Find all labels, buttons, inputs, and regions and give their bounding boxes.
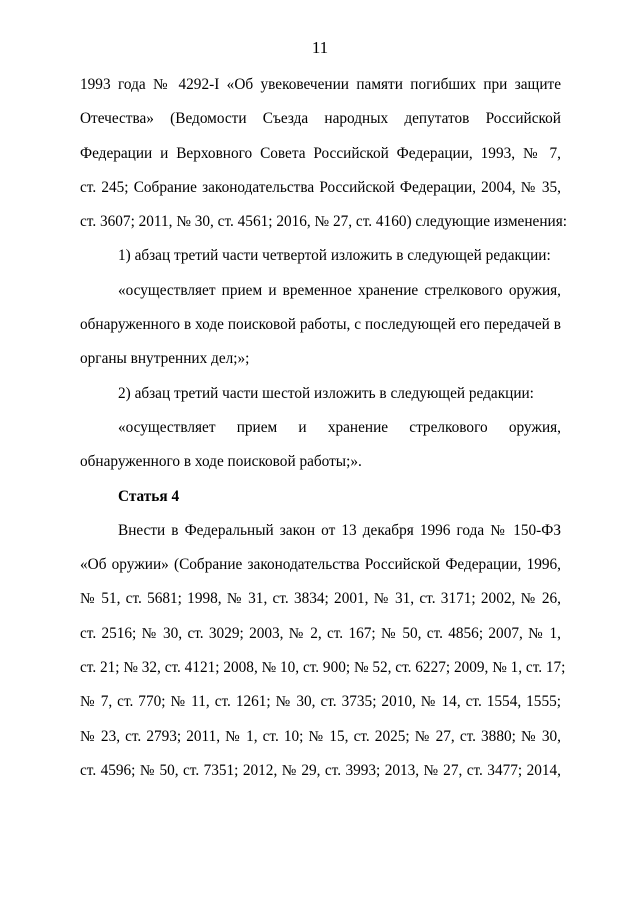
text-line: Федерации и Верховного Совета Российской Федерации, 1993, № 7, [80, 144, 561, 162]
text-line: ст. 4596; № 50, ст. 7351; 2012, № 29, ст. 3993; 2013, № 27, ст. 3477; 2014, [80, 761, 561, 779]
text-line: 1993 года № 4292-I «Об увековечении памяти погибших при защите [80, 76, 561, 93]
text-line: Внести в Федеральный закон от 13 декабря 1996 года № 150-ФЗ [118, 521, 561, 539]
text-line: 2) абзац третий части шестой изложить в следующей редакции: [118, 384, 534, 402]
text-line: ст. 21; № 32, ст. 4121; 2008, № 10, ст. 900; № 52, ст. 6227; 2009, № 1, ст. 17; [80, 659, 566, 677]
page-number: 11 [311, 38, 329, 57]
text-line: ст. 245; Собрание законодательства Российской Федерации, 2004, № 35, [80, 178, 561, 196]
text-line: ст. 2516; № 30, ст. 3029; 2003, № 2, ст. 167; № 50, ст. 4856; 2007, № 1, [80, 624, 561, 642]
article-heading: Статья 4 [118, 487, 180, 505]
text-line: «осуществляет прием и хранение стрелкового оружия, [118, 418, 561, 436]
text-line: 1) абзац третий части четвертой изложить в следующей редакции: [118, 247, 551, 265]
document-body [80, 68, 567, 788]
text-line: № 7, ст. 770; № 11, ст. 1261; № 30, ст. 3735; 2010, № 14, ст. 1554, 1555; [80, 693, 561, 711]
text-line: ст. 3607; 2011, № 30, ст. 4561; 2016, № 27, ст. 4160) следующие изменения: [80, 213, 567, 231]
text-line: обнаруженного в ходе поисковой работы;». [80, 453, 362, 471]
text-line: «осуществляет прием и временное хранение стрелкового оружия, [118, 281, 561, 299]
text-line: органы внутренних дел;»; [80, 350, 250, 368]
text-line: Отечества» (Ведомости Съезда народных депутатов Российской [80, 110, 561, 128]
text-line: «Об оружии» (Собрание законодательства Российской Федерации, 1996, [80, 556, 561, 574]
text-line: № 23, ст. 2793; 2011, № 1, ст. 10; № 15, ст. 2025; № 27, ст. 3880; № 30, [80, 727, 561, 745]
text-line: № 51, ст. 5681; 1998, № 31, ст. 3834; 2001, № 31, ст. 3171; 2002, № 26, [80, 590, 561, 608]
text-line: обнаруженного в ходе поисковой работы, с последующей его передачей в [80, 316, 561, 334]
